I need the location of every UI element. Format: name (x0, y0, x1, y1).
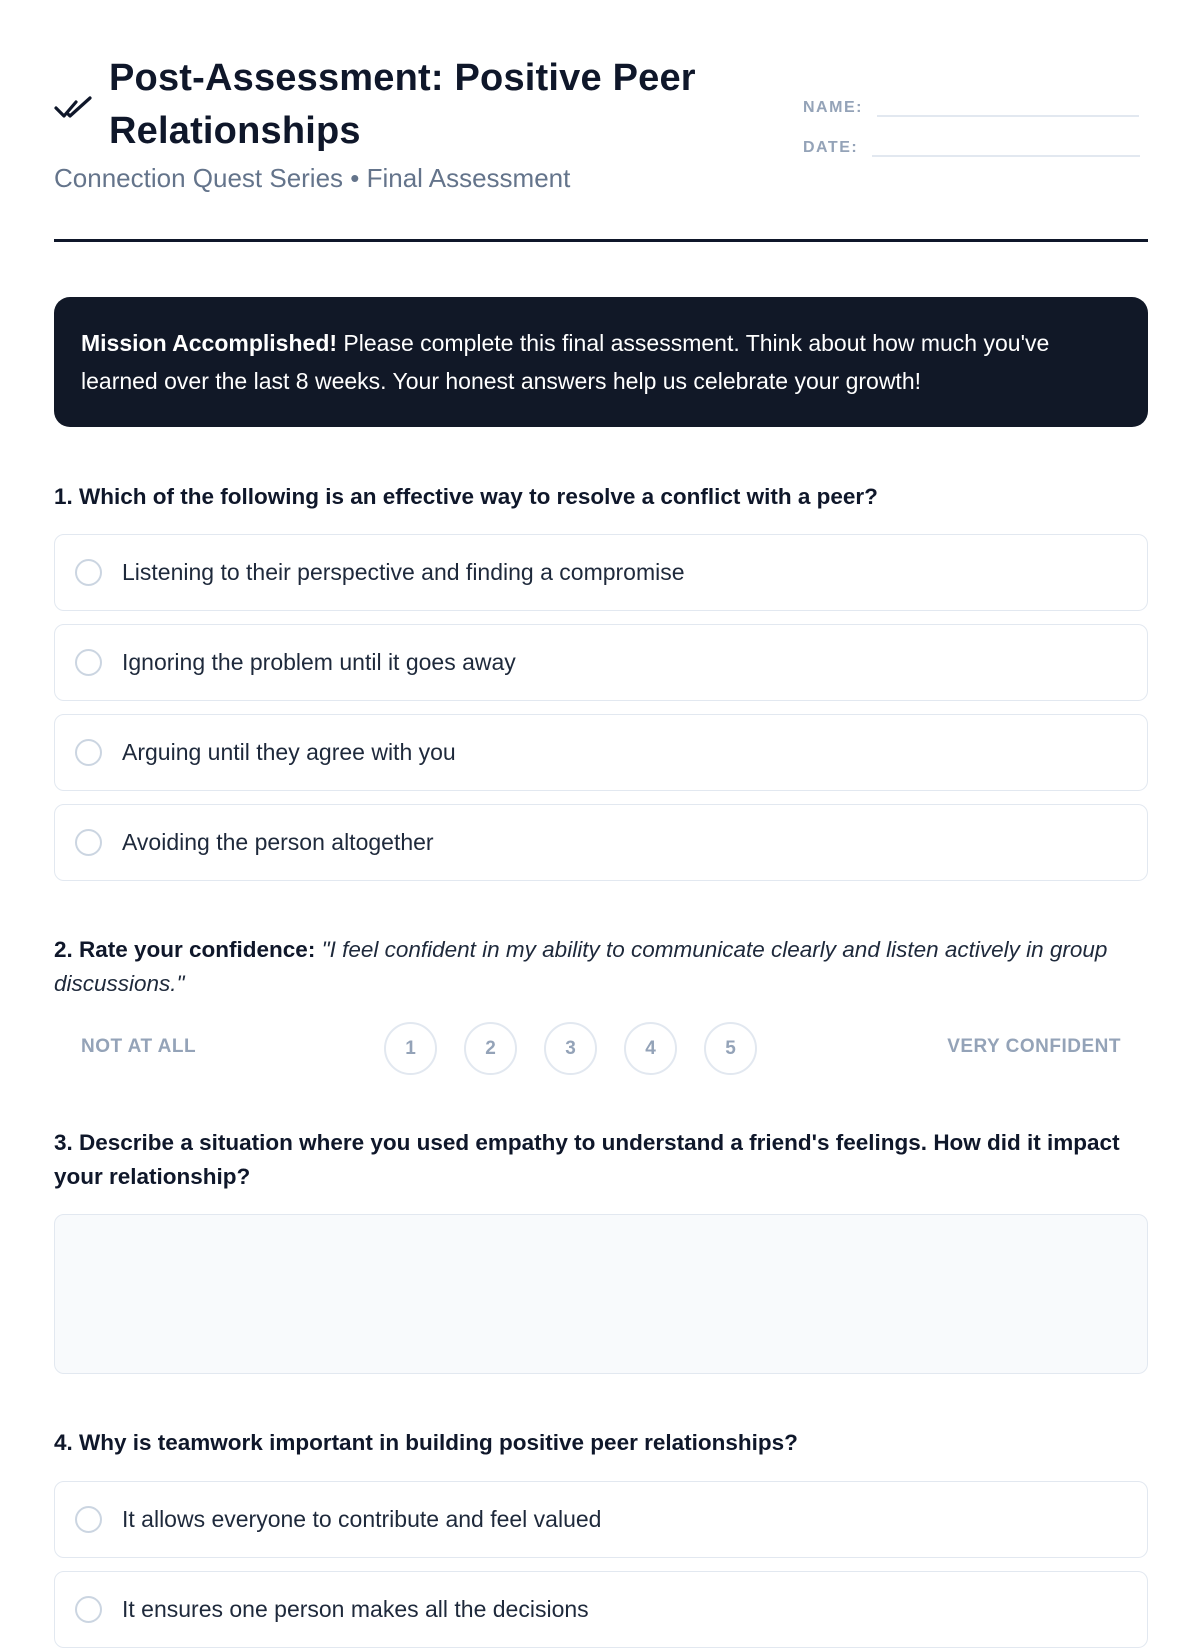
radio-icon[interactable] (75, 649, 102, 676)
date-label: DATE: (803, 139, 859, 156)
question-1-text: 1. Which of the following is an effective way to resolve a conflict with a peer? (54, 484, 878, 509)
confidence-scale (54, 1020, 1148, 1076)
header-divider (54, 239, 1148, 242)
question-2-lead: 2. Rate your confidence: (54, 937, 316, 962)
page-subtitle: Connection Quest Series • Final Assessment (54, 163, 571, 193)
q1-option-3[interactable] (54, 714, 1148, 791)
name-input-line[interactable] (877, 97, 1139, 117)
question-3-text: 3. Describe a situation where you used empathy to understand a friend's feelings. How did it impact your relationship? (54, 1130, 1120, 1189)
banner-body: Please complete this final assessment. Think about how much you've learned over the last 8 weeks. Your honest answers help us celebrate your growth! (81, 330, 1050, 394)
radio-icon[interactable] (75, 739, 102, 766)
scale-min-label: NOT AT ALL (81, 1036, 197, 1057)
question-4-text: 4. Why is teamwork important in building positive peer relationships? (54, 1430, 798, 1455)
question-2-quote: "I feel confident in my ability to communicate clearly and listen actively in group discussions." (54, 937, 1108, 996)
option-label: Ignoring the problem until it goes away (122, 649, 516, 675)
double-check-icon (54, 92, 94, 122)
q1-option-2[interactable] (54, 624, 1148, 701)
option-label: Avoiding the person altogether (122, 829, 434, 855)
q4-option-1[interactable] (54, 1481, 1148, 1558)
assessment-page (54, 0, 1148, 1622)
radio-icon[interactable] (75, 829, 102, 856)
option-label: It allows everyone to contribute and feel valued (122, 1506, 602, 1532)
date-field-row (803, 137, 1140, 157)
page-title: Post-Assessment: Positive Peer Relationships (109, 57, 696, 152)
banner-lead: Mission Accomplished! (81, 330, 338, 356)
scale-option-5[interactable]: 5 (704, 1022, 757, 1075)
q1-option-1[interactable] (54, 534, 1148, 611)
name-label: NAME: (803, 99, 863, 116)
scale-option-4[interactable]: 4 (624, 1022, 677, 1075)
radio-icon[interactable] (75, 1506, 102, 1533)
option-label: Arguing until they agree with you (122, 739, 456, 765)
scale-option-1[interactable]: 1 (384, 1022, 437, 1075)
scale-max-label: VERY CONFIDENT (947, 1036, 1121, 1057)
q4-option-2[interactable] (54, 1571, 1148, 1648)
option-label: It ensures one person makes all the decisions (122, 1596, 589, 1622)
name-field-row (803, 97, 1139, 117)
option-label: Listening to their perspective and finding a compromise (122, 559, 685, 585)
date-input-line[interactable] (872, 137, 1140, 157)
question-2-text (54, 933, 1148, 1001)
q3-answer-textarea[interactable] (54, 1214, 1148, 1374)
q1-option-4[interactable] (54, 804, 1148, 881)
radio-icon[interactable] (75, 1596, 102, 1623)
intro-banner (54, 297, 1148, 427)
page-header (54, 52, 1148, 242)
scale-option-3[interactable]: 3 (544, 1022, 597, 1075)
scale-option-2[interactable]: 2 (464, 1022, 517, 1075)
radio-icon[interactable] (75, 559, 102, 586)
